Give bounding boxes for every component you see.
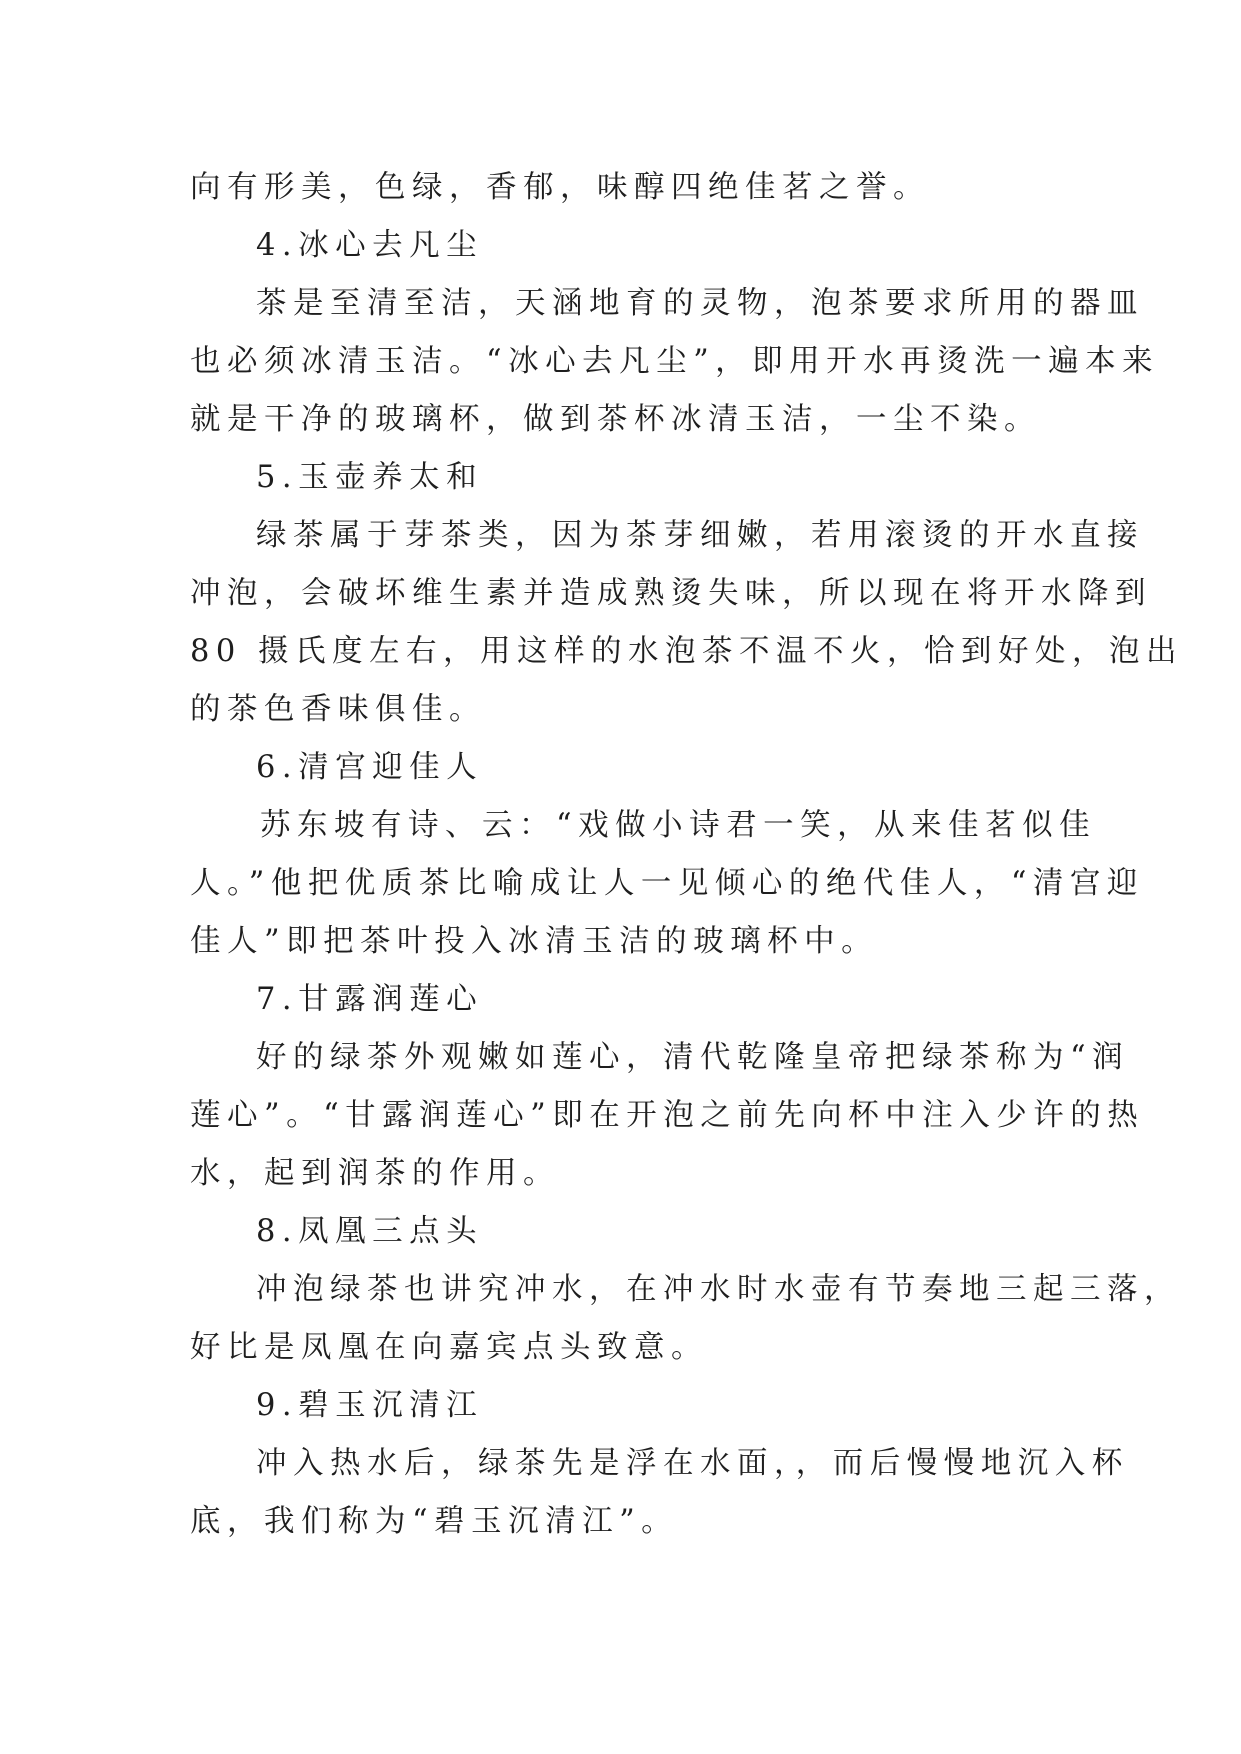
paragraph-line: 人。”他把优质茶比喻成让人一见倾心的绝代佳人，“清宫迎 [190, 866, 1144, 901]
paragraph-line: 冲入热水后，绿茶先是浮在水面，，而后慢慢地沉入杯 [256, 1446, 1129, 1481]
section-heading: 6.清宫迎佳人 [256, 750, 484, 785]
paragraph-line: 冲泡，会破坏维生素并造成熟烫失味，所以现在将开水降到 [190, 576, 1152, 611]
paragraph-line: 茶是至清至洁，天涵地育的灵物，泡茶要求所用的器皿 [256, 286, 1144, 321]
paragraph-line: 好比是凤凰在向嘉宾点头致意。 [190, 1330, 708, 1365]
paragraph-line: 水，起到润茶的作用。 [190, 1156, 560, 1191]
paragraph-line: 冲泡绿茶也讲究冲水，在冲水时水壶有节奏地三起三落， [256, 1272, 1181, 1307]
paragraph-line: 就是干净的玻璃杯，做到茶杯冰清玉洁，一尘不染。 [190, 402, 1041, 437]
section-heading: 8.凤凰三点头 [256, 1214, 484, 1249]
paragraph-line: 苏东坡有诗、云：“戏做小诗君一笑，从来佳茗似佳 [260, 808, 1097, 843]
paragraph-line: 绿茶属于芽茶类，因为茶芽细嫩，若用滚烫的开水直接 [256, 518, 1144, 553]
paragraph-line: 佳人”即把茶叶投入冰清玉洁的玻璃杯中。 [190, 924, 879, 959]
paragraph-line: 80 摄氏度左右，用这样的水泡茶不温不火，恰到好处，泡出 [190, 634, 1184, 669]
document-page [190, 159, 1184, 1551]
paragraph-line: 的茶色香味俱佳。 [190, 692, 486, 727]
paragraph-line: 底，我们称为“碧玉沉清江”。 [190, 1504, 679, 1539]
paragraph-line: 向有形美，色绿，香郁，味醇四绝佳茗之誉。 [190, 170, 930, 205]
paragraph-line: 好的绿茶外观嫩如莲心，清代乾隆皇帝把绿茶称为“润 [256, 1040, 1130, 1075]
paragraph-line: 莲心”。“甘露润莲心”即在开泡之前先向杯中注入少许的热 [190, 1098, 1145, 1133]
paragraph-line: 也必须冰清玉洁。“冰心去凡尘”，即用开水再烫洗一遍本来 [190, 344, 1160, 379]
section-heading: 9.碧玉沉清江 [256, 1388, 484, 1423]
section-heading: 4.冰心去凡尘 [256, 228, 484, 263]
section-heading: 7.甘露润莲心 [256, 982, 484, 1017]
section-heading: 5.玉壶养太和 [256, 460, 484, 495]
